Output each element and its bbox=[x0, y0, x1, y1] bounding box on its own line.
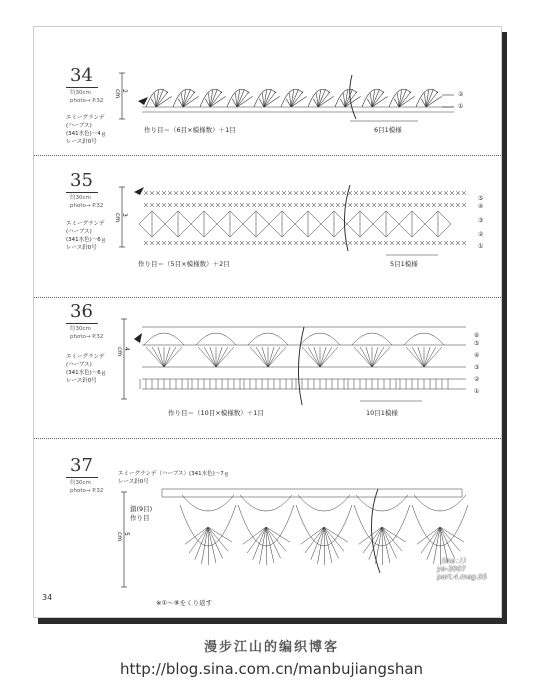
sc-mark bbox=[414, 241, 418, 245]
sc-mark bbox=[390, 241, 394, 245]
stitch-mark bbox=[372, 347, 384, 367]
picot-arc bbox=[404, 333, 444, 345]
yarn-line: レース針0号 bbox=[66, 139, 97, 145]
sc-mark bbox=[270, 203, 274, 207]
yarn-line: エミーグランデ bbox=[66, 115, 105, 121]
row-number: ④ bbox=[478, 203, 484, 210]
start-marker-icon bbox=[134, 333, 142, 343]
sc-mark bbox=[324, 191, 328, 195]
sc-mark bbox=[378, 203, 382, 207]
row-number: ④ bbox=[474, 352, 480, 359]
pattern-size: 約30cm bbox=[70, 195, 91, 201]
stitch-mark bbox=[440, 527, 448, 563]
stitch-mark bbox=[421, 527, 440, 553]
sc-mark bbox=[384, 241, 388, 245]
sc-mark bbox=[318, 241, 322, 245]
sc-mark bbox=[372, 203, 376, 207]
row-number: ② bbox=[478, 231, 484, 238]
chain-arc bbox=[182, 495, 234, 511]
cast-on-formula: 作り目＝（6目×模様数）＋1目 bbox=[144, 126, 236, 134]
height-dimension-37 bbox=[121, 492, 127, 587]
stitch-mark bbox=[164, 347, 176, 367]
sc-mark bbox=[336, 191, 340, 195]
sc-mark bbox=[402, 203, 406, 207]
pattern-number: 36 bbox=[70, 301, 93, 322]
sc-mark bbox=[408, 203, 412, 207]
base-row bbox=[162, 489, 462, 497]
sc-mark bbox=[408, 241, 412, 245]
sc-mark bbox=[408, 191, 412, 195]
sc-mark bbox=[288, 191, 292, 195]
sc-mark bbox=[348, 241, 352, 245]
sc-mark bbox=[234, 191, 238, 195]
stitch-mark bbox=[250, 347, 268, 367]
stitch-mark bbox=[382, 527, 390, 563]
picot-arc bbox=[248, 333, 288, 345]
sc-mark bbox=[162, 191, 166, 195]
row-number: ② bbox=[458, 91, 464, 98]
sc-mark bbox=[300, 203, 304, 207]
row-number: ③ bbox=[474, 364, 480, 371]
book-page bbox=[33, 26, 502, 618]
sc-mark bbox=[186, 203, 190, 207]
stitch-mark bbox=[198, 347, 216, 367]
stitch-mark bbox=[202, 527, 209, 564]
stitch-mark bbox=[434, 527, 441, 564]
sc-mark bbox=[174, 191, 178, 195]
sc-mark bbox=[330, 191, 334, 195]
sc-mark bbox=[228, 191, 232, 195]
picot-arc bbox=[352, 333, 392, 345]
sc-mark bbox=[426, 203, 430, 207]
stitch-mark bbox=[318, 527, 325, 564]
stitch-mark bbox=[268, 347, 286, 367]
sc-mark bbox=[246, 191, 250, 195]
watermark-url: http://blog.sina.com.cn/manbujiangshan bbox=[119, 660, 424, 678]
sc-mark bbox=[414, 203, 418, 207]
sc-mark bbox=[216, 191, 220, 195]
sc-mark bbox=[402, 191, 406, 195]
sc-mark bbox=[444, 203, 448, 207]
sc-mark bbox=[306, 241, 310, 245]
break-line bbox=[344, 185, 350, 251]
sc-mark bbox=[390, 203, 394, 207]
watermark-title: 漫步江山的编织博客 bbox=[203, 640, 339, 655]
sc-mark bbox=[204, 203, 208, 207]
sc-mark bbox=[396, 203, 400, 207]
stitch-mark bbox=[260, 527, 267, 564]
stitch-mark bbox=[424, 347, 442, 367]
stitch-mark bbox=[216, 347, 234, 367]
row-number: ⑤ bbox=[474, 340, 480, 347]
sc-mark bbox=[228, 241, 232, 245]
repeat-note: ※①～⑧をくり返す bbox=[156, 599, 213, 607]
stitch-mark bbox=[204, 347, 216, 367]
break-line bbox=[371, 489, 380, 573]
sc-mark bbox=[258, 203, 262, 207]
sc-mark bbox=[258, 191, 262, 195]
sc-mark bbox=[426, 191, 430, 195]
sc-mark bbox=[150, 191, 154, 195]
sc-mark bbox=[462, 241, 466, 245]
sc-mark bbox=[432, 241, 436, 245]
sc-mark bbox=[294, 203, 298, 207]
sc-mark bbox=[312, 203, 316, 207]
stitch-mark bbox=[266, 527, 274, 563]
sc-mark bbox=[300, 241, 304, 245]
sc-mark bbox=[210, 191, 214, 195]
stitch-mark bbox=[305, 527, 324, 553]
sc-mark bbox=[264, 203, 268, 207]
sc-mark bbox=[372, 241, 376, 245]
row-number: ③ bbox=[478, 217, 484, 224]
sc-mark bbox=[198, 191, 202, 195]
sc-mark bbox=[330, 241, 334, 245]
sc-mark bbox=[246, 203, 250, 207]
sc-mark bbox=[360, 241, 364, 245]
sc-mark bbox=[420, 203, 424, 207]
sc-mark bbox=[192, 191, 196, 195]
sc-mark bbox=[354, 191, 358, 195]
sc-mark bbox=[270, 191, 274, 195]
stitch-mark bbox=[216, 347, 228, 367]
sc-mark bbox=[432, 191, 436, 195]
stitch-mark bbox=[164, 347, 182, 367]
stitch-mark bbox=[146, 347, 164, 367]
sc-mark bbox=[378, 191, 382, 195]
sc-mark bbox=[456, 191, 460, 195]
stitch-mark bbox=[406, 347, 424, 367]
sc-mark bbox=[342, 241, 346, 245]
sc-mark bbox=[438, 203, 442, 207]
picot-arc bbox=[196, 333, 236, 345]
height-dimension-35 bbox=[119, 187, 125, 247]
pattern-number: 37 bbox=[70, 455, 93, 476]
yarn-line: (ハーブス) bbox=[66, 123, 92, 129]
yarn-line: (ハーブス) bbox=[66, 362, 92, 368]
sc-mark bbox=[264, 191, 268, 195]
sc-mark bbox=[228, 203, 232, 207]
fan-motifs-34 bbox=[146, 89, 442, 107]
stitch-mark bbox=[354, 347, 372, 367]
sc-mark bbox=[360, 191, 364, 195]
yarn-line: エミーグランデ（ハーブス）(341水色)～7ｇ bbox=[118, 471, 230, 477]
picot-arc bbox=[300, 333, 340, 345]
sc-mark bbox=[282, 203, 286, 207]
sc-mark bbox=[384, 191, 388, 195]
sc-mark bbox=[372, 191, 376, 195]
sc-mark bbox=[186, 191, 190, 195]
pattern-size: 約30cm bbox=[70, 480, 91, 486]
sc-mark bbox=[336, 203, 340, 207]
stitch-mark bbox=[424, 347, 436, 367]
sc-mark bbox=[462, 203, 466, 207]
repeat-label: 10目1模様 bbox=[366, 409, 398, 417]
signature-line: part.4.mag.05 bbox=[437, 573, 487, 581]
sc-mark bbox=[432, 203, 436, 207]
sc-mark bbox=[204, 241, 208, 245]
stitch-diagrams bbox=[34, 27, 501, 617]
sc-mark bbox=[396, 241, 400, 245]
sc-mark bbox=[216, 203, 220, 207]
sc-mark bbox=[306, 191, 310, 195]
sc-mark bbox=[234, 241, 238, 245]
repeat-label: 6目1模様 bbox=[374, 126, 402, 134]
sc-mark bbox=[150, 241, 154, 245]
sc-mark bbox=[312, 191, 316, 195]
sc-mark bbox=[144, 203, 148, 207]
sc-mark bbox=[258, 241, 262, 245]
stitch-mark bbox=[256, 347, 268, 367]
sc-mark bbox=[366, 191, 370, 195]
sc-mark bbox=[168, 203, 172, 207]
row-number: ① bbox=[474, 388, 480, 395]
sc-mark bbox=[450, 241, 454, 245]
stitch-mark bbox=[152, 347, 164, 367]
sc-mark bbox=[462, 191, 466, 195]
row-number: ⑤ bbox=[478, 195, 484, 202]
row-arrows-34 bbox=[442, 95, 454, 107]
sc-mark bbox=[270, 241, 274, 245]
sc-mark bbox=[234, 203, 238, 207]
chain-arc bbox=[414, 495, 466, 511]
photo-ref: photo→ P.32 bbox=[70, 203, 104, 209]
sc-mark bbox=[378, 241, 382, 245]
sc-mark bbox=[180, 203, 184, 207]
yarn-line: レース針0号 bbox=[66, 378, 97, 384]
sc-mark bbox=[144, 241, 148, 245]
yarn-line: (ハーブス) bbox=[66, 229, 92, 235]
edging-37 bbox=[162, 489, 468, 565]
sc-mark bbox=[168, 191, 172, 195]
sc-mark bbox=[288, 241, 292, 245]
sc-mark bbox=[144, 191, 148, 195]
sc-mark bbox=[426, 241, 430, 245]
stitch-mark bbox=[320, 347, 338, 367]
sc-mark bbox=[456, 241, 460, 245]
sc-mark bbox=[252, 203, 256, 207]
height-dimension-36 bbox=[121, 319, 127, 399]
sc-mark bbox=[210, 241, 214, 245]
page-number: 34 bbox=[42, 593, 53, 602]
sc-mark bbox=[222, 203, 226, 207]
sc-mark bbox=[384, 203, 388, 207]
chain-arc bbox=[298, 495, 350, 511]
sc-mark bbox=[240, 241, 244, 245]
signature-line: ya-2007 bbox=[437, 565, 466, 573]
stitch-mark bbox=[302, 347, 320, 367]
sc-mark bbox=[282, 191, 286, 195]
stitch-mark bbox=[372, 347, 390, 367]
sc-mark bbox=[288, 203, 292, 207]
sc-mark bbox=[210, 203, 214, 207]
yarn-line: エミーグランデ bbox=[66, 221, 105, 227]
row-number: ⑥ bbox=[474, 332, 480, 339]
sc-mark bbox=[438, 191, 442, 195]
pattern-number: 35 bbox=[70, 170, 93, 191]
start-marker-icon bbox=[138, 97, 148, 105]
sc-mark bbox=[282, 241, 286, 245]
sc-mark bbox=[156, 241, 160, 245]
sc-mark bbox=[354, 241, 358, 245]
sc-mark bbox=[348, 203, 352, 207]
sc-mark bbox=[162, 203, 166, 207]
sc-mark bbox=[180, 191, 184, 195]
sc-mark bbox=[156, 191, 160, 195]
height-dimension-34 bbox=[119, 73, 125, 119]
sc-mark bbox=[222, 241, 226, 245]
sc-mark bbox=[366, 241, 370, 245]
stitch-mark bbox=[247, 527, 266, 553]
picot-arc bbox=[144, 333, 184, 345]
sc-mark bbox=[294, 241, 298, 245]
sc-mark bbox=[456, 203, 460, 207]
start-marker-icon bbox=[134, 187, 144, 195]
sc-mark bbox=[174, 203, 178, 207]
sc-mark bbox=[402, 241, 406, 245]
pattern-size: 約30cm bbox=[70, 326, 91, 332]
sc-mark bbox=[420, 241, 424, 245]
height-label: 4 cm bbox=[116, 347, 130, 357]
sc-mark bbox=[192, 203, 196, 207]
sc-mark bbox=[198, 241, 202, 245]
sc-mark bbox=[390, 191, 394, 195]
sc-mark bbox=[174, 241, 178, 245]
sc-mark bbox=[324, 203, 328, 207]
photo-ref: photo→ P.32 bbox=[70, 98, 104, 104]
sc-mark bbox=[222, 191, 226, 195]
sc-mark bbox=[186, 241, 190, 245]
cast-on-formula: 作り目＝（5目×模様数）＋2目 bbox=[138, 260, 230, 268]
sc-mark bbox=[156, 203, 160, 207]
sc-mark bbox=[276, 191, 280, 195]
sc-mark bbox=[318, 191, 322, 195]
stitch-mark bbox=[268, 347, 280, 367]
sc-mark bbox=[294, 191, 298, 195]
sc-mark bbox=[246, 241, 250, 245]
sc-mark bbox=[414, 191, 418, 195]
pattern-number: 34 bbox=[70, 65, 93, 86]
signature-line: （ma：）） bbox=[437, 557, 470, 565]
yarn-line: エミーグランデ bbox=[66, 354, 105, 360]
sc-mark bbox=[324, 241, 328, 245]
sc-mark bbox=[192, 241, 196, 245]
break-line bbox=[298, 327, 304, 405]
sc-mark bbox=[450, 191, 454, 195]
stitch-mark bbox=[324, 527, 332, 563]
pattern-size: 約30cm bbox=[70, 90, 91, 96]
sc-mark bbox=[312, 241, 316, 245]
sc-mark bbox=[438, 241, 442, 245]
stitch-mark bbox=[189, 527, 208, 553]
edging-34 bbox=[142, 107, 454, 112]
sc-mark bbox=[450, 203, 454, 207]
stitch-mark bbox=[208, 527, 216, 563]
sc-mark bbox=[366, 203, 370, 207]
sc-mark bbox=[264, 241, 268, 245]
stitch-mark bbox=[308, 347, 320, 367]
sc-mark bbox=[240, 191, 244, 195]
yarn-line: (341水色)～6ｇ bbox=[66, 237, 107, 243]
yarn-line: レース針0号 bbox=[118, 479, 149, 485]
sc-mark bbox=[204, 191, 208, 195]
stitch-mark bbox=[376, 527, 383, 564]
sc-mark bbox=[168, 241, 172, 245]
sc-mark bbox=[360, 203, 364, 207]
row-number: ① bbox=[478, 243, 484, 250]
height-label: 5 cm bbox=[116, 532, 130, 542]
sc-mark bbox=[342, 191, 346, 195]
yarn-line: (341水色)～4ｇ bbox=[66, 131, 107, 137]
stitch-mark bbox=[360, 347, 372, 367]
sc-mark bbox=[354, 203, 358, 207]
sc-mark bbox=[306, 203, 310, 207]
repeat-label: 5目1模様 bbox=[390, 260, 418, 268]
sc-mark bbox=[216, 241, 220, 245]
cast-on-formula: 作り目＝（10目×模様数）＋1目 bbox=[168, 409, 264, 417]
sc-mark bbox=[276, 203, 280, 207]
height-label: 3 cm bbox=[114, 213, 128, 223]
sc-mark bbox=[240, 203, 244, 207]
height-label: 2 cm bbox=[114, 89, 128, 99]
photo-ref: photo→ P.32 bbox=[70, 334, 104, 340]
cast-on-label: 鎖(9目)作り目 bbox=[130, 505, 153, 522]
sc-mark bbox=[162, 241, 166, 245]
sc-mark bbox=[444, 241, 448, 245]
sc-mark bbox=[396, 191, 400, 195]
sc-mark bbox=[252, 191, 256, 195]
yarn-line: (341水色)～6ｇ bbox=[66, 370, 107, 376]
sc-mark bbox=[300, 191, 304, 195]
sc-mark bbox=[336, 241, 340, 245]
sc-mark bbox=[318, 203, 322, 207]
chain-arc bbox=[356, 495, 408, 511]
sc-mark bbox=[330, 203, 334, 207]
chain-arc bbox=[240, 495, 292, 511]
photo-ref: photo→ P.32 bbox=[70, 488, 104, 494]
yarn-line: レース針0号 bbox=[66, 245, 97, 251]
row-number: ① bbox=[458, 103, 464, 110]
sc-mark bbox=[276, 241, 280, 245]
sc-mark bbox=[252, 241, 256, 245]
sc-mark bbox=[420, 191, 424, 195]
sc-mark bbox=[180, 241, 184, 245]
sc-mark bbox=[444, 191, 448, 195]
edging-35 bbox=[139, 191, 466, 245]
stitch-mark bbox=[320, 347, 332, 367]
stitch-mark bbox=[412, 347, 424, 367]
sc-mark bbox=[198, 203, 202, 207]
sc-mark bbox=[150, 203, 154, 207]
row-number: ② bbox=[474, 376, 480, 383]
edging-36 bbox=[140, 327, 466, 389]
